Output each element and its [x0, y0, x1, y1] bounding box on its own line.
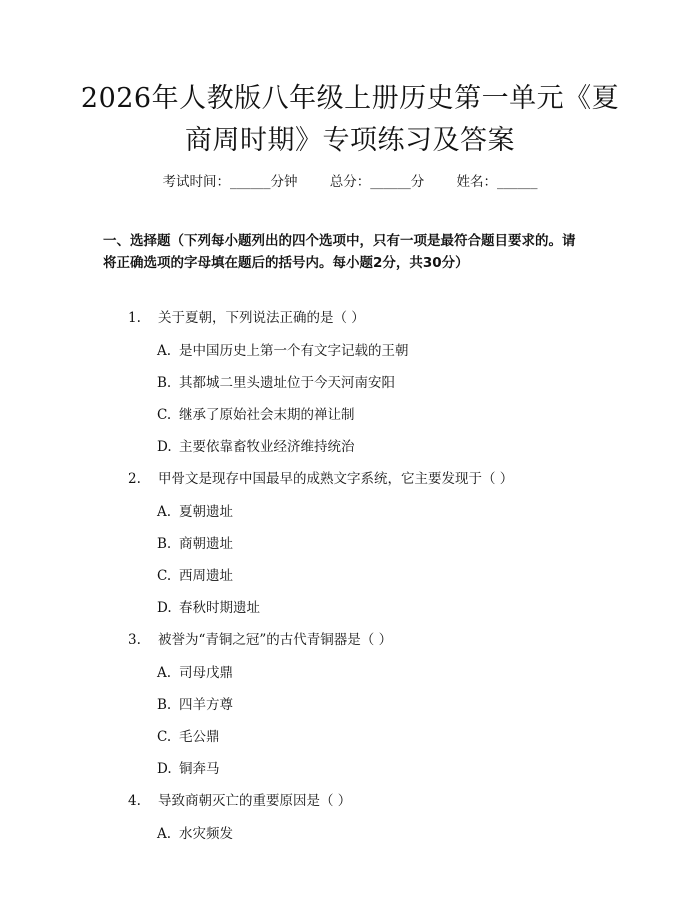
exam-meta [0, 170, 700, 190]
option-text: 是中国历史上第一个有文字记载的王朝 [179, 343, 409, 359]
question-1 [128, 308, 608, 328]
question-text: 被誉为“青铜之冠”的古代青铜器是（ ） [158, 632, 393, 648]
question-3-option-d [157, 759, 607, 779]
section-heading [103, 230, 603, 274]
option-label: B. [157, 375, 172, 391]
total-score: 总分：______分 [329, 174, 425, 190]
question-2-option-c [157, 566, 607, 586]
option-text: 主要依靠畜牧业经济维持统治 [179, 439, 355, 455]
question-2-option-b [157, 534, 607, 554]
question-3-option-b [157, 695, 607, 715]
question-2-option-d [157, 598, 607, 618]
question-number: 4. [128, 793, 141, 809]
question-4-option-a [157, 824, 607, 844]
option-label: B. [157, 697, 172, 713]
page-title [80, 78, 620, 162]
question-text: 关于夏朝，下列说法正确的是（ ） [158, 310, 365, 326]
question-text: 导致商朝灭亡的重要原因是（ ） [158, 793, 352, 809]
option-label: C. [157, 407, 172, 423]
option-label: B. [157, 536, 172, 552]
option-text: 水灾频发 [179, 826, 233, 842]
option-text: 商朝遗址 [179, 536, 233, 552]
exam-time: 考试时间：______分钟 [162, 174, 298, 190]
option-label: C. [157, 729, 172, 745]
question-3-option-a [157, 663, 607, 683]
title-line-1: 2026年人教版八年级上册历史第一单元《夏 [80, 83, 620, 114]
option-label: A. [157, 504, 172, 520]
question-number: 1. [128, 310, 141, 326]
option-text: 继承了原始社会末期的禅让制 [179, 407, 355, 423]
question-1-option-b [157, 373, 607, 393]
option-label: D. [157, 761, 172, 777]
question-number: 3. [128, 632, 141, 648]
option-label: C. [157, 568, 172, 584]
option-label: D. [157, 600, 172, 616]
question-2 [128, 469, 608, 489]
option-text: 春秋时期遗址 [179, 600, 260, 616]
option-label: A. [157, 343, 172, 359]
option-text: 铜奔马 [179, 761, 220, 777]
question-4 [128, 791, 608, 811]
title-line-2: 商周时期》专项练习及答案 [185, 125, 515, 156]
option-text: 西周遗址 [179, 568, 233, 584]
section-heading-line-2: 将正确选项的字母填在题后的括号内。每小题2分，共30分） [103, 255, 469, 271]
option-text: 其都城二里头遗址位于今天河南安阳 [179, 375, 395, 391]
option-text: 夏朝遗址 [179, 504, 233, 520]
question-2-option-a [157, 502, 607, 522]
question-number: 2. [128, 471, 141, 487]
question-3 [128, 630, 608, 650]
question-1-option-d [157, 437, 607, 457]
option-text: 四羊方尊 [179, 697, 233, 713]
student-name: 姓名：______ [456, 174, 538, 190]
question-text: 甲骨文是现存中国最早的成熟文字系统，它主要发现于（ ） [158, 471, 514, 487]
option-label: D. [157, 439, 172, 455]
option-label: A. [157, 826, 172, 842]
question-3-option-c [157, 727, 607, 747]
option-text: 司母戊鼎 [179, 665, 233, 681]
option-label: A. [157, 665, 172, 681]
question-1-option-c [157, 405, 607, 425]
section-heading-line-1: 一、选择题（下列每小题列出的四个选项中，只有一项是最符合题目要求的。请 [103, 233, 576, 249]
option-text: 毛公鼎 [179, 729, 220, 745]
question-1-option-a [157, 341, 607, 361]
